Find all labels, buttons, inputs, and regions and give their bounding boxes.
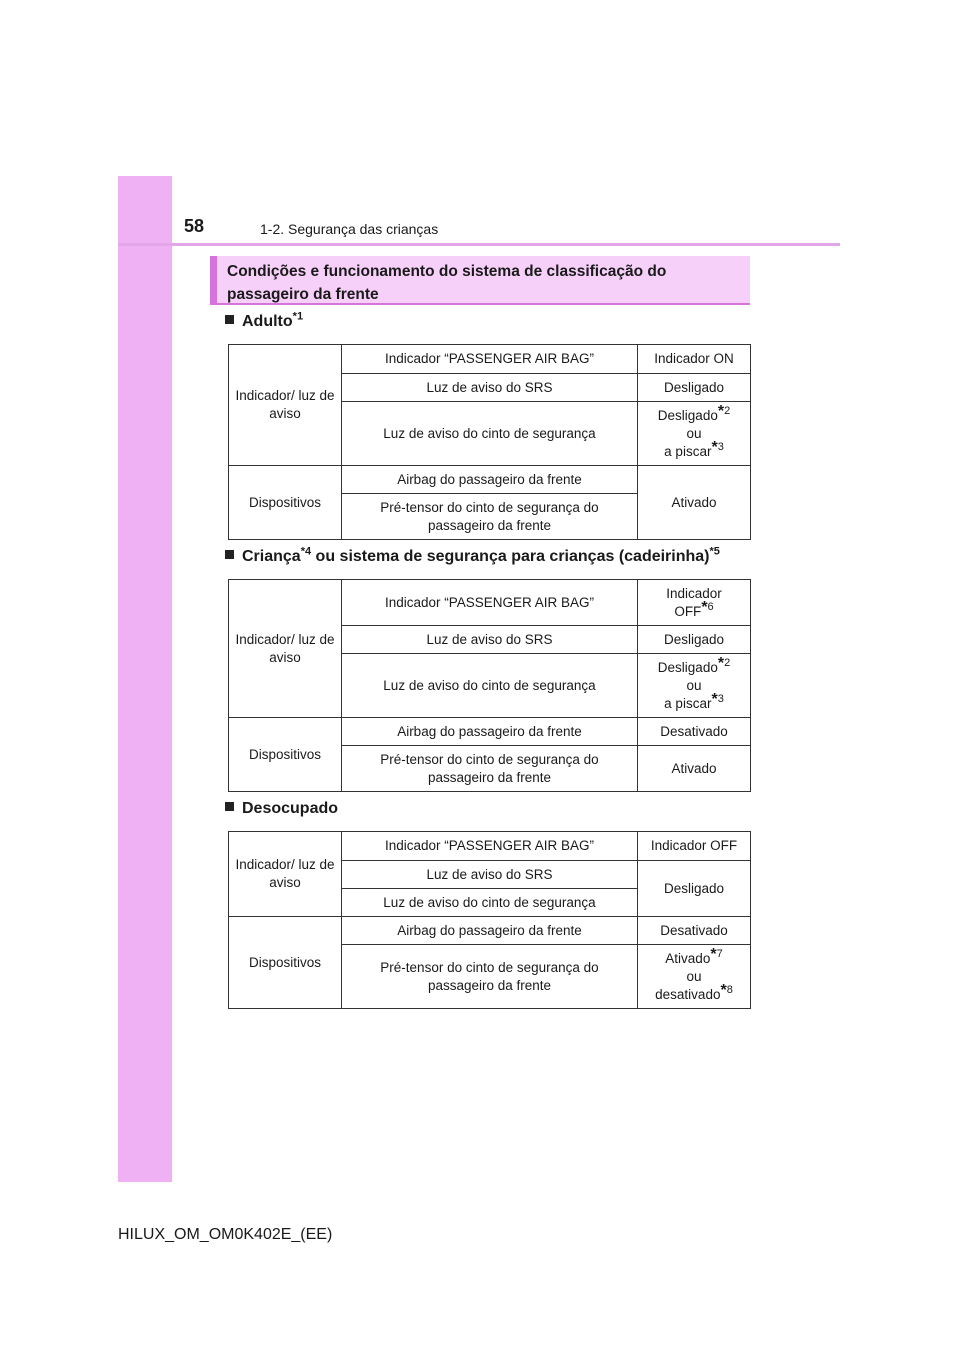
subheading-child: Criança$^{*4}$ ou sistema de segurança para crianças (cadeirinha)$^{*5}$: [225, 548, 720, 566]
row-value: Ativado: [638, 746, 751, 792]
group-devices: Dispositivos: [229, 466, 342, 540]
group-devices: Dispositivos: [229, 917, 342, 1009]
group-indicator: Indicador/ luz de aviso: [229, 832, 342, 917]
row-value: Indicador ON: [638, 345, 751, 374]
side-tab-bar: [118, 176, 172, 1182]
document-code: HILUX_OM_OM0K402E_(EE): [118, 1226, 333, 1243]
row-value: Desligado: [638, 861, 751, 917]
row-label: Pré-tensor do cinto de segurança do passageiro da frente: [342, 746, 638, 792]
row-label: Airbag do passageiro da frente: [342, 917, 638, 945]
row-value: Desativado: [638, 718, 751, 746]
section-heading: Condições e funcionamento do sistema de classificação do passageiro da frente: [210, 256, 750, 305]
row-value: Desligado: [638, 374, 751, 402]
row-label: Luz de aviso do SRS: [342, 626, 638, 654]
row-value: Desligado$^{*2}$ ou a piscar$^{*3}$: [638, 402, 751, 466]
row-label: Pré-tensor do cinto de segurança do passageiro da frente: [342, 945, 638, 1009]
row-label: Pré-tensor do cinto de segurança do passageiro da frente: [342, 494, 638, 540]
row-label: Luz de aviso do cinto de segurança: [342, 654, 638, 718]
header-rule: [118, 243, 840, 246]
row-value: Ativado: [638, 466, 751, 540]
child-table: [228, 579, 751, 792]
row-value: Ativado$^{*7}$ ou desativado$^{*8}$: [638, 945, 751, 1009]
row-label: Indicador “PASSENGER AIR BAG”: [342, 832, 638, 861]
row-label: Indicador “PASSENGER AIR BAG”: [342, 580, 638, 626]
group-indicator: Indicador/ luz de aviso: [229, 345, 342, 466]
group-indicator: Indicador/ luz de aviso: [229, 580, 342, 718]
square-bullet-icon: [225, 315, 234, 324]
group-devices: Dispositivos: [229, 718, 342, 792]
section-title: 1-2. Segurança das crianças: [260, 221, 439, 237]
subheading-adult: Adulto$^{*1}$: [225, 313, 303, 331]
row-label: Airbag do passageiro da frente: [342, 718, 638, 746]
row-label: Indicador “PASSENGER AIR BAG”: [342, 345, 638, 374]
square-bullet-icon: [225, 802, 234, 811]
row-value: Desligado$^{*2}$ ou a piscar$^{*3}$: [638, 654, 751, 718]
square-bullet-icon: [225, 550, 234, 559]
row-label: Luz de aviso do cinto de segurança: [342, 889, 638, 917]
row-value: Desativado: [638, 917, 751, 945]
row-value: Indicador OFF$^{*6}$: [638, 580, 751, 626]
row-label: Airbag do passageiro da frente: [342, 466, 638, 494]
row-label: Luz de aviso do SRS: [342, 374, 638, 402]
row-label: Luz de aviso do SRS: [342, 861, 638, 889]
subheading-vacant: Desocupado: [225, 800, 338, 818]
page-number: 58: [184, 216, 205, 236]
vacant-table: [228, 831, 751, 1009]
row-label: Luz de aviso do cinto de segurança: [342, 402, 638, 466]
row-value: Indicador OFF: [638, 832, 751, 861]
adult-table: [228, 344, 751, 540]
row-value: Desligado: [638, 626, 751, 654]
